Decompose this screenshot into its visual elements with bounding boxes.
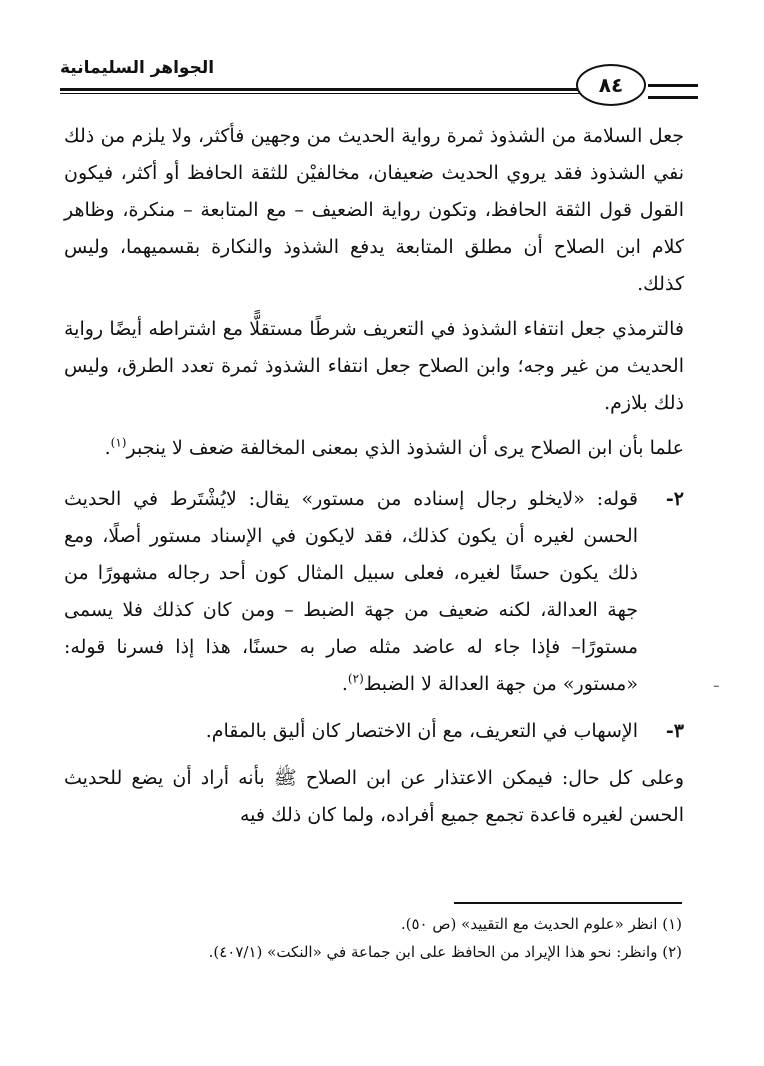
page-number-oval <box>576 64 646 106</box>
footnote-2: (٢) وانظر: نحو هذا الإيراد من الحافظ على ابن جماعة في «النكت» (٤٠٧/١). <box>208 943 682 961</box>
list-item-3 <box>64 713 684 750</box>
running-title: الجواهر السليمانية <box>60 58 215 78</box>
paragraph-2: فالترمذي جعل انتفاء الشذوذ في التعريف شرطًا مستقلًّا مع اشتراطه أيضًا رواية الحديث من غير وجه؛ وابن الصلاح جعل انتفاء الشذوذ ثمرة تعدد الطرق، وليس ذلك بلازم. <box>64 318 684 414</box>
list-item-2-body: قوله: «لايخلو رجال إسناده من مستور» يقال: لايُشْتَرط في الحديث الحسن لغيره أن يكون كذلك، فقد لايكون في الإسناد مستور أصلًا، ومع ذلك يكون حسنًا لغيره، فعلى سبيل المثال كون أحد رجاله مشهورًا من جهة العدالة، لكنه ضعيف من جهة الضبط – ومن كان كذلك فلا يسمى مستورًا– فإذا جاء له عاضد مثله صار به حسنًا، هذا إذا فسرنا قوله: «مستور» من جهة العدالة لا الضبط <box>64 488 638 695</box>
footnote-ref-2[interactable]: (٢) <box>347 671 364 686</box>
footnote-1: (١) انظر «علوم الحديث مع التقييد» (ص ٥٠). <box>400 915 682 933</box>
paragraph-1: جعل السلامة من الشذوذ ثمرة رواية الحديث من وجهين فأكثر، ولا يلزم من ذلك نفي الشذوذ فقد يروي الحديث ضعيفان، مخالفيْن للثقة الحافظ أو أكثر، فيكون القول قول الثقة الحافظ، وتكون رواية الضعيف – مع المتابعة – منكرة، وظاهر كلام ابن الصلاح أن مطلق المتابعة يدفع الشذوذ والنكارة بقسميهما، وليس كذلك. <box>64 125 684 295</box>
list-item-2-text <box>64 481 638 703</box>
paragraph-3 <box>64 430 684 467</box>
list-item-3-text: الإسهاب في التعريف، مع أن الاختصار كان أليق بالمقام. <box>205 720 638 742</box>
header-rule-thin <box>60 93 580 94</box>
paragraph-3-text: علما بأن ابن الصلاح يرى أن الشذوذ الذي بمعنى المخالفة ضعف لا ينجبر <box>126 437 684 459</box>
page-number: ٨٤ <box>598 73 624 97</box>
list-item-2-end: . <box>341 673 348 695</box>
header-rule <box>60 88 580 91</box>
header-tail-rule <box>648 84 698 99</box>
footnote-separator <box>454 902 682 904</box>
paragraph-4: وعلى كل حال: فيمكن الاعتذار عن ابن الصلاح ﷺ بأنه أراد أن يضع للحديث الحسن لغيره قاعدة تجمع جميع أفراده، ولما كان ذلك فيه <box>64 767 684 826</box>
footnote-ref-1[interactable]: (١) <box>110 435 127 450</box>
main-text <box>64 118 684 842</box>
list-item-2 <box>64 481 684 703</box>
list-item-3-number: ٣- <box>665 720 684 742</box>
list-item-2-number: ٢- <box>665 488 684 510</box>
footnotes <box>76 910 682 966</box>
margin-mark: ـ <box>714 672 719 691</box>
page-header <box>60 54 700 104</box>
paragraph-3-end: . <box>104 437 111 459</box>
